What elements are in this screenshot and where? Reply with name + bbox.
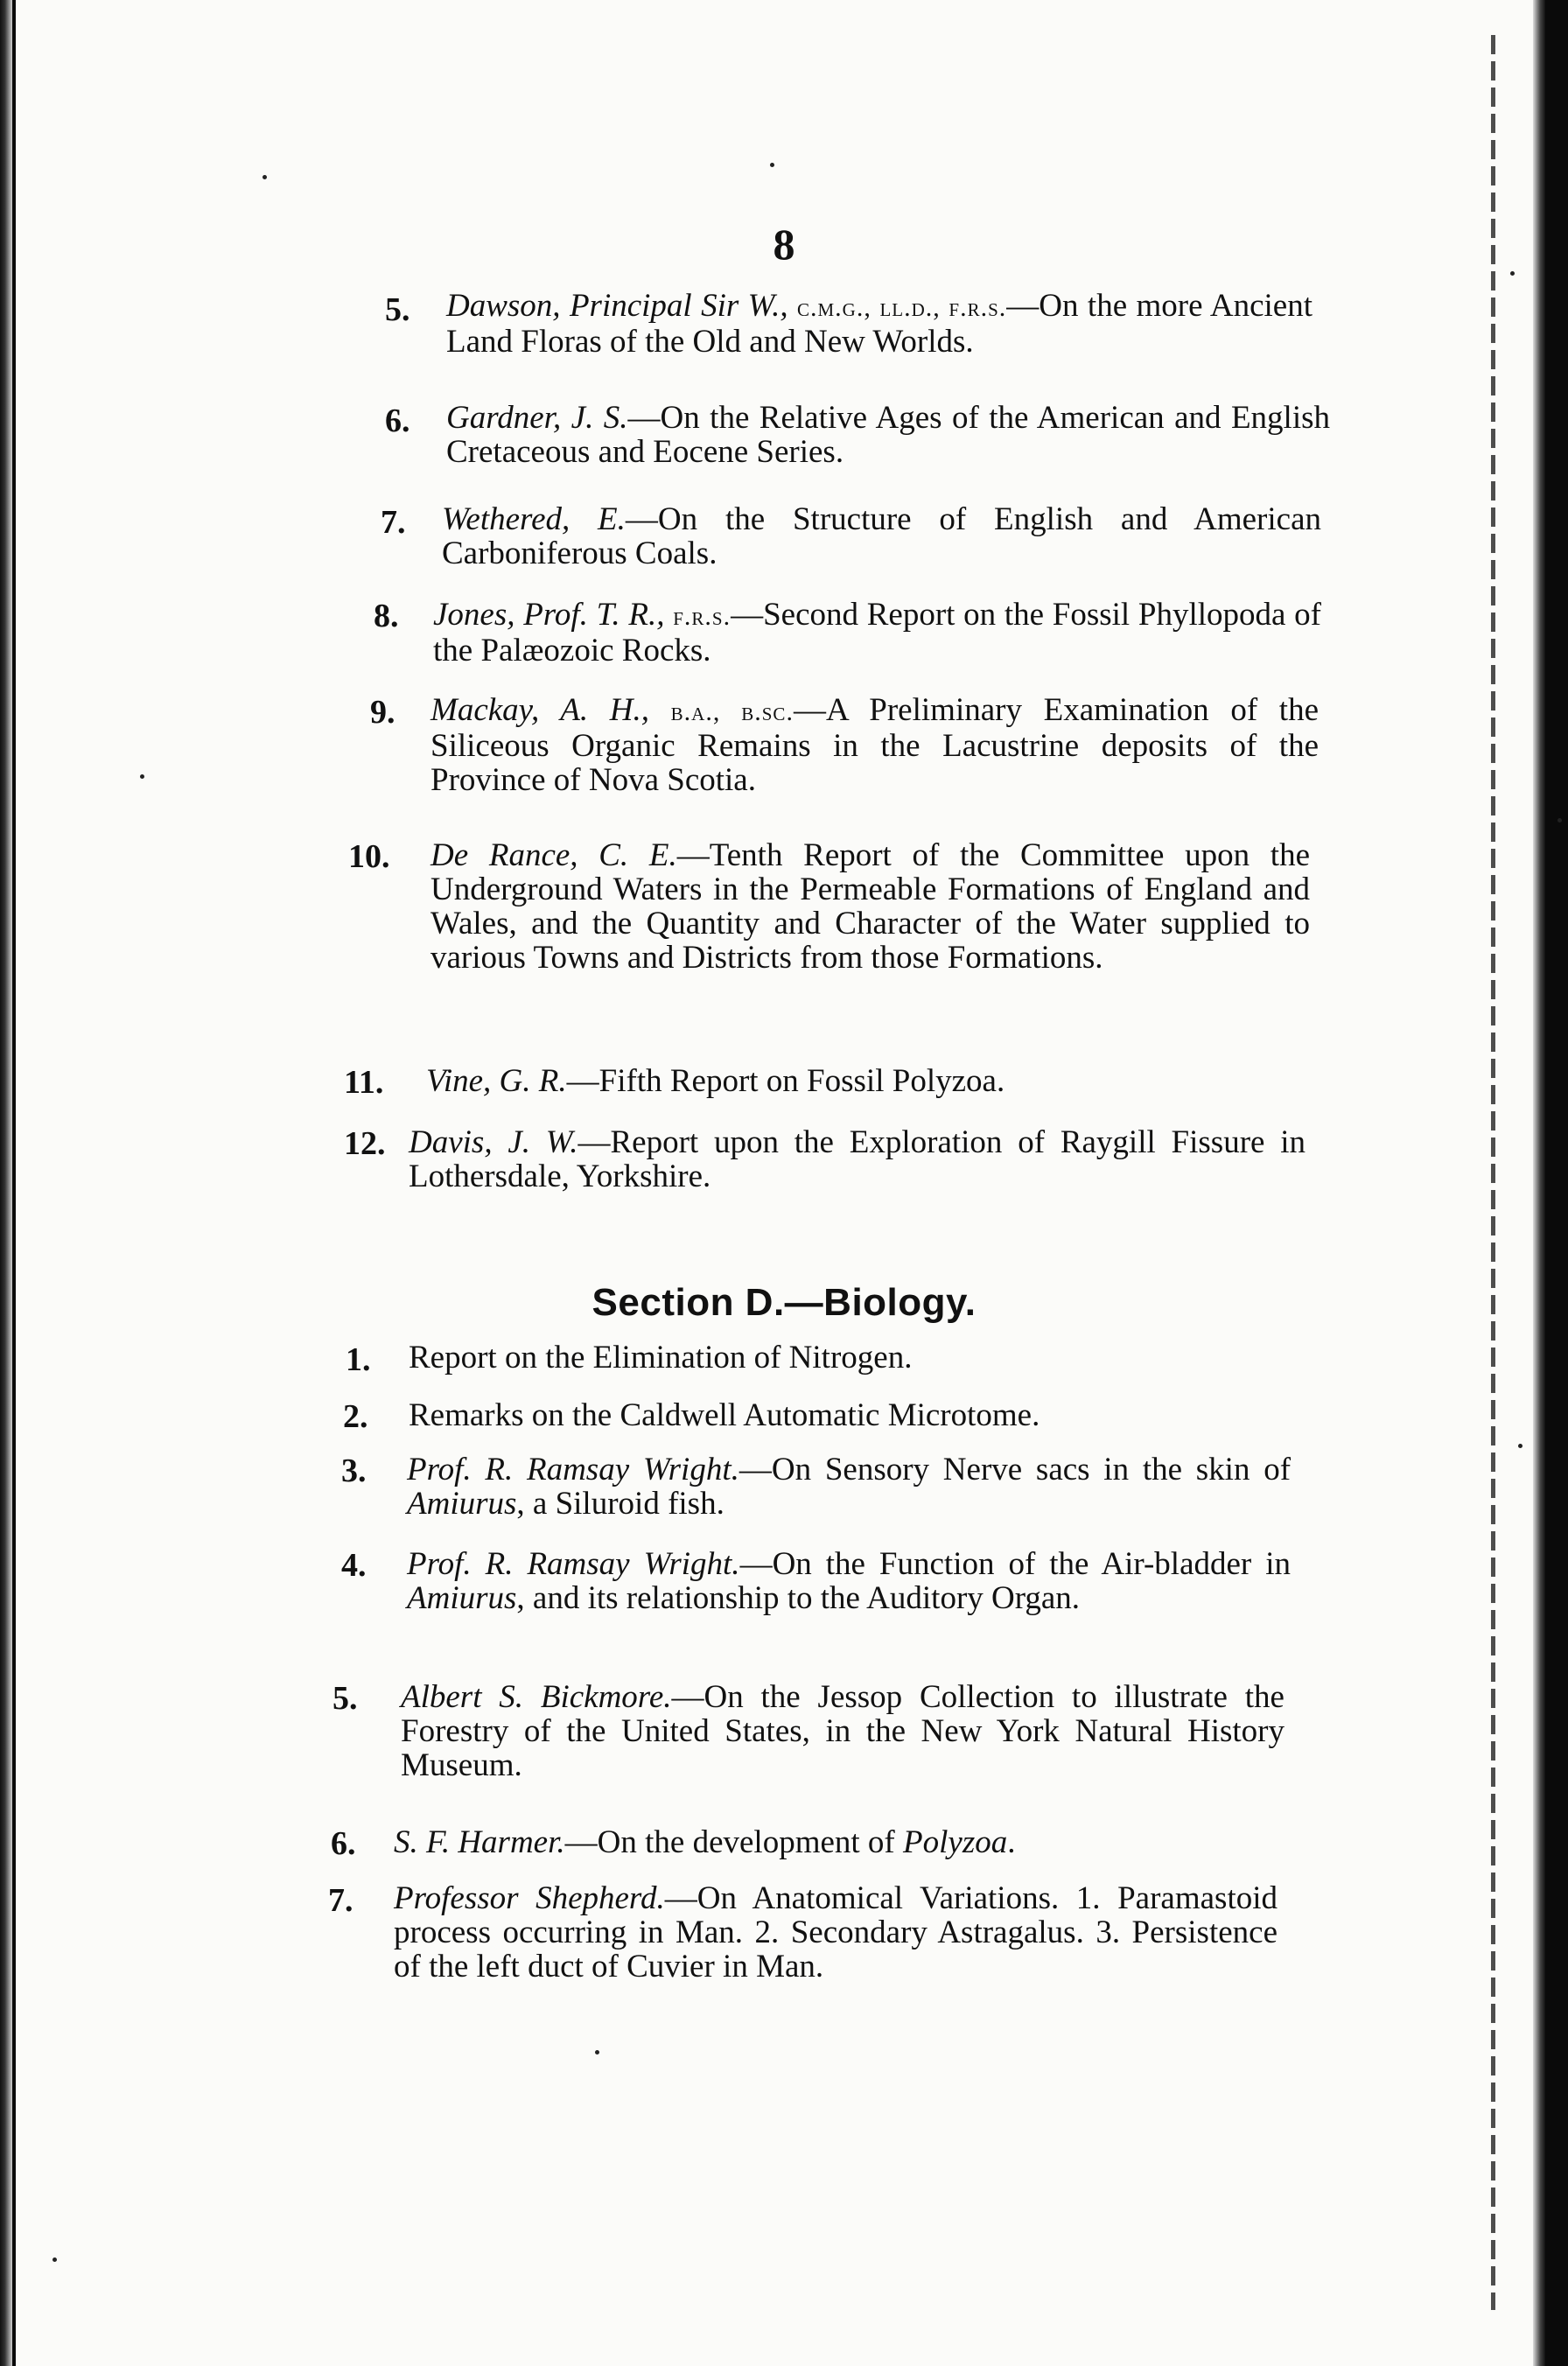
item-author: Jones, Prof. T. R., [433,597,665,633]
item-author: Mackay, A. H., [430,692,650,728]
item-title-end: . [1007,1824,1016,1860]
item-number: 11. [344,1064,384,1101]
item-italic-term: Amiurus [407,1486,517,1522]
item-credentials: b.a., b.sc. [670,697,794,726]
item-number: 2. [343,1398,368,1435]
item-credentials: f.r.s. [673,602,732,631]
item-text: Remarks on the Caldwell Automatic Microtome. [409,1397,1040,1433]
item-title: —On the Function of the Air-bladder in [739,1546,1291,1582]
section-heading: Section D.—Biology. [592,1281,976,1324]
print-speck [1558,818,1562,822]
item-text [409,1125,1306,1194]
item-number: 3. [341,1452,367,1489]
item-number: 12. [344,1125,386,1162]
item-text [401,1680,1284,1782]
item-number: 7. [328,1882,354,1919]
print-speck [1510,271,1515,276]
page-right-border [1533,0,1545,2366]
item-number: 6. [331,1825,356,1862]
item-title: —On the development of [564,1824,904,1860]
item-title: —Report upon the Exploration of Raygill Fissure in Lothersdale, Yorkshire. [409,1124,1306,1194]
item-author: Prof. R. Ramsay Wright. [407,1452,739,1488]
item-italic-term: Polyzoa [903,1824,1008,1860]
item-author: Prof. R. Ramsay Wright. [407,1546,740,1582]
print-speck [140,774,144,779]
item-author: Davis, J. W. [409,1124,578,1160]
print-speck [262,175,267,179]
item-title: —On the Relative Ages of the American and English Cretaceous and Eocene Series. [446,400,1331,470]
item-text [433,598,1321,668]
item-italic-term: Amiurus [407,1580,517,1616]
item-title-end: , a Siluroid fish. [516,1486,724,1522]
print-speck [52,2258,57,2262]
item-author: Wethered, E. [442,501,626,537]
item-text [426,1064,1319,1098]
page-number: 8 [773,220,795,269]
page-edge-shadow [1491,35,1495,2310]
print-speck [595,2050,599,2054]
item-text [394,1881,1278,1984]
item-number: 4. [341,1547,367,1584]
item-number: 5. [385,291,410,328]
page-left-border [0,0,12,2366]
item-author: De Rance, C. E. [430,837,677,873]
item-author: S. F. Harmer. [394,1824,565,1860]
item-title: —On Anatomical Variations. 1. Paramastoid process occurring in Man. 2. Secondary Astragalus. 3. Persistence of the left duct of Cuvier in Man. [394,1880,1278,1984]
item-number: 10. [348,838,390,875]
item-title: —On the more Ancient Land Floras of the Old and New Worlds. [446,288,1312,360]
item-credentials: c.m.g., ll.d., f.r.s. [796,293,1007,322]
item-text [407,1452,1291,1521]
item-author: Albert S. Bickmore. [401,1679,672,1715]
item-title: —Tenth Report of the Committee upon the Underground Waters in the Permeable Formations of England and Wales, and the Quantity and Character of the Water supplied to various Towns and Districts from those Formations. [430,837,1310,976]
item-text [446,401,1330,469]
item-text [430,838,1310,975]
item-text: Report on the Elimination of Nitrogen. [409,1340,913,1376]
item-author: Professor Shepherd. [394,1880,665,1916]
item-author: Vine, G. R. [426,1063,567,1099]
item-title: —Second Report on the Fossil Phyllopoda of the Palæozoic Rocks. [433,597,1321,668]
item-title: —On the Structure of English and American Carboniferous Coals. [442,501,1321,571]
item-number: 1. [346,1341,371,1378]
item-author: Gardner, J. S. [446,400,628,436]
item-title: —On the Jessop Collection to illustrate the Forestry of the United States, in the New York Natural History Museum. [401,1679,1284,1783]
item-text [430,693,1319,797]
item-number: 5. [332,1680,358,1717]
item-text [394,1825,1278,1859]
item-text [442,502,1321,570]
item-title: —A Preliminary Examination of the Siliceous Organic Remains in the Lacustrine deposits of the Province of Nova Scotia. [430,692,1320,798]
item-title-end: , and its relationship to the Auditory Organ. [516,1580,1081,1616]
print-speck [1518,1444,1522,1448]
item-number: 6. [385,402,410,439]
item-title: —Fifth Report on Fossil Polyzoa. [566,1063,1005,1099]
print-speck [770,163,774,167]
item-number: 7. [381,504,406,541]
item-author: Dawson, Principal Sir W., [446,288,788,324]
item-text [446,289,1312,359]
item-number: 8. [374,598,399,634]
item-text [407,1547,1291,1615]
item-number: 9. [370,694,396,731]
item-title: —On Sensory Nerve sacs in the skin of [738,1452,1292,1488]
